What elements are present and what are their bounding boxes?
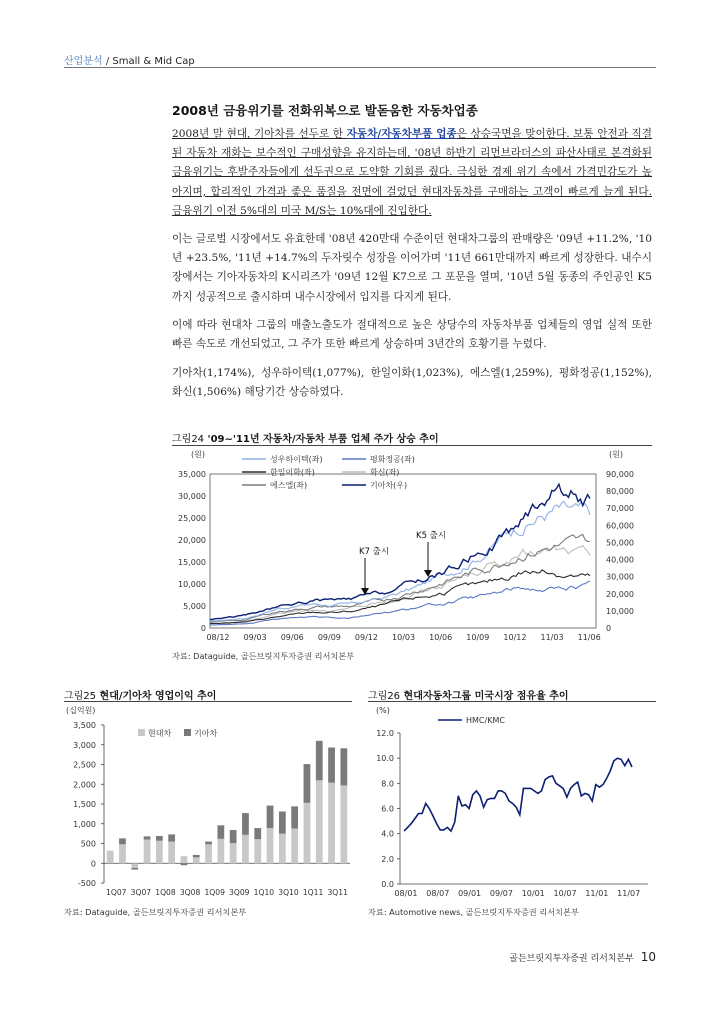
fig24-xtick: 09/09 xyxy=(317,633,341,642)
fig24-series-line xyxy=(210,501,590,621)
fig24-ytick-right: 60,000 xyxy=(606,521,634,531)
fig25-title-text: 현대/기아차 영업이익 추이 xyxy=(99,691,217,702)
fig25-bar-kia xyxy=(340,748,347,785)
fig24-ytick-right: 50,000 xyxy=(606,538,634,548)
fig25-ytick: 2,000 xyxy=(73,780,96,790)
fig25-legend-hyundai: 현대차 xyxy=(148,729,172,738)
fig25-legend-swatch-kia xyxy=(184,729,191,736)
fig24-xtick: 09/06 xyxy=(280,633,304,642)
fig25-unit: (십억원) xyxy=(66,706,96,715)
p1-part-c: 은 상승국면을 맞이한다. 보통 안전과 직결된 자동차 재화는 보수적인 구매성향을 유지하는데, '08년 하반기 리먼브라더스의 파산사태로 본격화된 금융위기는 후발주자들에게 선두권으로 도약할 기회를 줬다. 극심한 경제 위기 속에서 가격민감도가 높아지며, 합리적인 가격과 좋은 품질을 전면에 걸었던 현대자동차를 구매하는 고객이 빠르게 늘게 된다. 금융위기 이전 5%대의 미국 M/S는 10%대에 진입한다. xyxy=(172,128,652,217)
page-number: 10 xyxy=(640,950,656,964)
fig25-xtick: 1Q09 xyxy=(204,888,225,897)
fig25-ytick: 1,000 xyxy=(73,819,96,829)
fig24-rule xyxy=(172,445,652,446)
fig24-ytick-right: 40,000 xyxy=(606,555,634,565)
fig24-source: 자료: Dataguide, 골든브릿지투자증권 리서치본부 xyxy=(172,651,355,661)
fig25-bar-hyundai xyxy=(181,856,188,863)
fig25-bar-hyundai xyxy=(304,803,311,863)
fig25-bar-hyundai xyxy=(242,835,249,863)
fig24-title-text: '09~'11년 자동차/자동차 부품 업체 주가 상승 추이 xyxy=(207,434,439,445)
fig26-unit: (%) xyxy=(376,706,390,715)
fig24-ytick-right: 20,000 xyxy=(606,589,634,599)
fig24-ytick-right: 10,000 xyxy=(606,606,634,616)
fig25-bar-hyundai xyxy=(230,843,237,863)
header-separator: / xyxy=(105,56,110,67)
fig24-xtick: 11/03 xyxy=(540,633,564,642)
fig26-legend-label: HMC/KMC xyxy=(466,716,505,725)
fig26-rule xyxy=(368,701,656,702)
fig26-ytick: 8.0 xyxy=(381,779,394,789)
fig25-xtick: 3Q11 xyxy=(327,888,348,897)
fig25-ytick: 2,500 xyxy=(73,760,96,770)
header-section: 산업분석 xyxy=(64,56,103,67)
fig24-xtick: 10/06 xyxy=(429,633,453,642)
fig25-bar-hyundai xyxy=(279,834,286,864)
fig25-xtick: 1Q11 xyxy=(302,888,324,897)
fig24-xtick: 10/09 xyxy=(466,633,490,642)
fig24-ytick-left: 30,000 xyxy=(178,492,206,501)
fig26-xtick: 10/01 xyxy=(521,889,545,898)
paragraph-3: 이에 따라 현대차 그룹의 매출노출도가 절대적으로 높은 상당수의 자동차부품 업체들의 영업 실적 또한 빠른 속도로 개선되었고, 그 주가 또한 빠르게 상승하며 3년간의 호황기를 누렸다. xyxy=(172,319,652,351)
fig26-xtick: 10/07 xyxy=(553,889,577,898)
fig25-bar-kia xyxy=(328,748,335,783)
fig24-ytick-right: 0 xyxy=(606,624,612,633)
fig24-legend-label: 한일이화(좌) xyxy=(270,468,315,477)
fig25-xtick: 1Q10 xyxy=(253,888,275,897)
paragraph-2: 이는 글로벌 시장에서도 유효한데 '08년 420만대 수준이던 현대차그룹의 판매량은 '09년 +11.2%, '10년 +23.5%, '11년 +14.7%의 두자릿수 성장을 이어가며 '11년 661만대까지 빠르게 성장한다. 내수시장에서는 기아자동차의 K시리즈가 '09년 12월 K7으로 그 포문을 열며, '10년 5월 동종의 주인공인 K5까지 성공적으로 출시하며 내수시장에서 입지를 다지게 된다. xyxy=(172,233,652,303)
fig24-ytick-right: 30,000 xyxy=(606,572,634,582)
fig25-bar-hyundai xyxy=(328,783,335,864)
fig24-xtick: 10/03 xyxy=(392,633,416,642)
fig24-right-unit: (원) xyxy=(609,450,623,459)
fig25-bar-kia xyxy=(279,812,286,834)
fig25-bar-hyundai xyxy=(131,863,138,868)
fig24-ytick-left: 0 xyxy=(200,624,206,633)
fig25-bar-kia xyxy=(304,764,311,803)
fig24-xtick: 10/12 xyxy=(503,633,527,642)
fig24-xtick: 09/03 xyxy=(243,633,267,642)
fig24-plot-frame xyxy=(210,474,596,628)
fig24-ytick-left: 20,000 xyxy=(178,536,206,545)
fig26-xtick: 11/01 xyxy=(585,889,609,898)
fig25-bar-hyundai xyxy=(144,840,151,864)
fig24-series-line xyxy=(210,570,590,624)
fig25-legend-kia: 기아차 xyxy=(194,729,218,738)
fig25-xtick: 3Q10 xyxy=(278,888,299,897)
fig25-source: 자료: Dataguide, 골든브릿지투자증권 리서치본부 xyxy=(64,907,247,917)
fig25-bar-kia xyxy=(291,806,298,828)
fig24-ytick-left: 5,000 xyxy=(183,602,206,611)
fig25-bar-hyundai xyxy=(267,828,274,863)
fig24-chart xyxy=(172,447,652,647)
fig26-xtick: 08/07 xyxy=(426,889,450,898)
fig24-left-unit: (원) xyxy=(191,450,205,459)
header-category: Small & Mid Cap xyxy=(112,56,195,67)
fig25-xtick: 3Q09 xyxy=(229,888,250,897)
paragraph-1 xyxy=(172,125,652,221)
fig24-series-line xyxy=(210,484,590,619)
section-title: 2008년 금융위기를 전화위복으로 발돋움한 자동차업종 xyxy=(172,103,478,118)
fig25-bar-kia xyxy=(230,830,237,843)
fig24-ytick-right: 90,000 xyxy=(606,470,634,479)
fig26-ytick: 0.0 xyxy=(381,880,394,889)
fig24-ytick-right: 80,000 xyxy=(606,487,634,497)
fig24-ytick-left: 25,000 xyxy=(178,514,206,523)
fig24-annotation-k7: K7 출시 xyxy=(359,547,390,557)
fig25-ytick: -500 xyxy=(77,879,96,888)
fig24-xtick: 09/12 xyxy=(354,633,378,642)
p1-part-a: 2008년 말 현대, 기아차를 선두로 한 xyxy=(172,128,347,140)
fig24-title xyxy=(172,430,439,445)
fig25-bar-hyundai xyxy=(254,839,261,863)
fig26-xtick: 09/07 xyxy=(489,889,513,898)
fig24-ytick-left: 15,000 xyxy=(178,558,206,567)
fig24-legend-label: 에스엘(좌) xyxy=(270,481,308,490)
page-footer xyxy=(509,950,656,964)
fig25-chart xyxy=(64,703,354,903)
fig25-bar-hyundai xyxy=(107,851,114,864)
fig25-bar-hyundai xyxy=(193,857,200,863)
fig25-xtick: 1Q07 xyxy=(106,888,127,897)
fig24-xtick: 11/06 xyxy=(577,633,601,642)
fig24-legend-label: 화신(좌) xyxy=(370,468,400,477)
fig24-legend-label: 평화정공(좌) xyxy=(370,455,415,464)
fig25-bar-kia xyxy=(254,828,261,839)
fig25-title xyxy=(64,687,216,702)
fig24-ytick-left: 10,000 xyxy=(178,580,206,589)
fig25-bar-kia xyxy=(181,863,188,865)
footer-org: 골든브릿지투자증권 리서치본부 xyxy=(509,954,634,964)
fig26-title xyxy=(368,687,569,702)
fig25-bar-kia xyxy=(217,825,224,838)
fig25-bar-kia xyxy=(144,836,151,839)
fig24-legend-label: 성우하이텍(좌) xyxy=(270,455,323,464)
header-rule xyxy=(64,67,656,68)
fig26-ytick: 10.0 xyxy=(376,754,394,764)
fig25-bar-hyundai xyxy=(119,844,126,863)
fig25-bar-hyundai xyxy=(316,780,323,863)
fig25-bar-hyundai xyxy=(217,839,224,863)
fig25-bar-kia xyxy=(193,855,200,857)
fig25-bar-hyundai xyxy=(168,842,175,864)
fig25-label: 그림25 xyxy=(64,691,97,702)
fig25-ytick: 3,500 xyxy=(73,721,96,730)
fig26-chart xyxy=(366,703,656,903)
fig24-ytick-right: 70,000 xyxy=(606,504,634,514)
fig25-rule xyxy=(64,701,352,702)
fig25-xtick: 1Q08 xyxy=(155,888,176,897)
p1-highlight: 자동차/자동차부품 업종 xyxy=(346,128,457,140)
fig26-xtick: 09/01 xyxy=(458,889,482,898)
fig25-bar-kia xyxy=(131,868,138,870)
fig25-xtick: 3Q07 xyxy=(130,888,152,897)
fig25-bar-kia xyxy=(267,806,274,829)
fig26-series-line xyxy=(404,758,632,831)
fig25-xtick: 3Q08 xyxy=(179,888,201,897)
fig25-bar-kia xyxy=(316,741,323,781)
fig25-bar-kia xyxy=(205,842,212,845)
fig24-annotation-k5: K5 출시 xyxy=(416,531,447,541)
fig24-legend-label: 기아차(우) xyxy=(370,481,408,490)
fig24-label: 그림24 xyxy=(172,434,205,445)
fig26-title-text: 현대자동차그룹 미국시장 점유율 추이 xyxy=(403,691,569,702)
fig24-ytick-left: 35,000 xyxy=(178,470,206,479)
fig26-xtick: 11/07 xyxy=(617,889,641,898)
fig25-bar-hyundai xyxy=(340,785,347,863)
fig25-bar-kia xyxy=(156,836,163,841)
fig25-bar-hyundai xyxy=(291,828,298,863)
fig25-bar-hyundai xyxy=(205,844,212,863)
fig25-bar-kia xyxy=(242,813,249,835)
fig26-ytick: 6.0 xyxy=(381,804,394,814)
fig25-ytick: 0 xyxy=(90,859,96,869)
fig24-xtick: 08/12 xyxy=(206,633,230,642)
fig26-xtick: 08/01 xyxy=(394,889,418,898)
fig26-ytick: 4.0 xyxy=(381,829,394,839)
fig25-legend-swatch-hyundai xyxy=(138,729,145,736)
fig25-ytick: 3,000 xyxy=(73,740,96,750)
fig25-bar-kia xyxy=(168,834,175,841)
fig25-bar-hyundai xyxy=(156,841,163,864)
page-header xyxy=(64,52,195,67)
fig25-ytick: 1,500 xyxy=(73,800,96,809)
paragraph-4: 기아차(1,174%), 성우하이텍(1,077%), 한일이화(1,023%), 에스엘(1,259%), 평화정공(1,152%), 화신(1,506%) 해당기간 상승하였다. xyxy=(172,367,652,399)
fig26-label: 그림26 xyxy=(368,691,401,702)
fig26-source: 자료: Automotive news, 골든브릿지투자증권 리서치본부 xyxy=(368,907,579,917)
fig26-ytick: 12.0 xyxy=(376,729,394,738)
fig25-bar-kia xyxy=(119,838,126,844)
fig25-ytick: 500 xyxy=(80,839,96,849)
fig26-ytick: 2.0 xyxy=(381,854,394,864)
